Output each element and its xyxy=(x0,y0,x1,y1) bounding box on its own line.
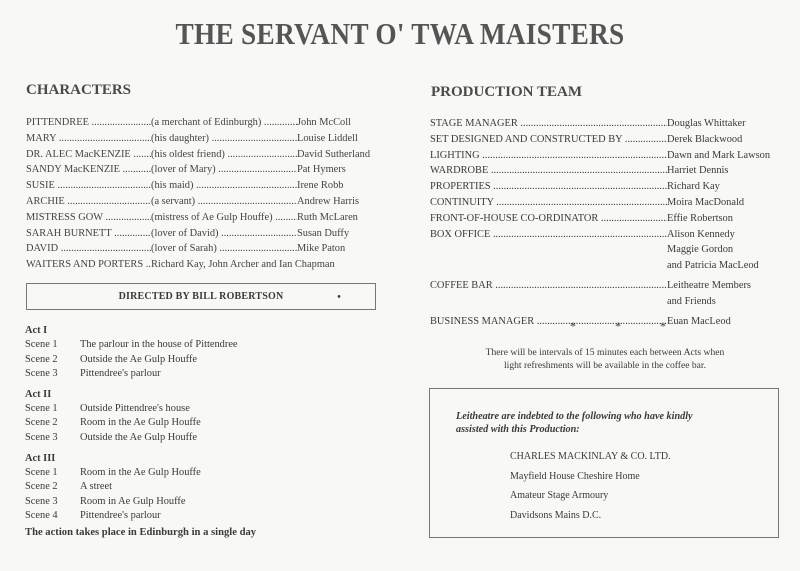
production-role-text: SET DESIGNED AND CONSTRUCTED BY ..... xyxy=(430,134,667,145)
crew-name: and Friends xyxy=(667,295,716,307)
character-description xyxy=(151,241,297,257)
character-name-text: DR. ALEC MacKENZIE ..... xyxy=(26,149,151,160)
character-name-text: SUSIE ..... xyxy=(26,180,151,191)
production-role-text: BOX OFFICE ..... xyxy=(430,229,667,240)
character-row xyxy=(26,115,370,131)
acknowledgements-box xyxy=(429,388,779,538)
scene-setting: Room in the Ae Gulp Houffe xyxy=(80,466,201,478)
scene-setting: A street xyxy=(80,481,113,493)
scene-number: Scene 3 xyxy=(25,368,58,380)
scene-row xyxy=(25,509,238,524)
production-role xyxy=(430,179,667,195)
character-description xyxy=(151,115,297,131)
character-row xyxy=(26,147,370,163)
scene-row xyxy=(25,338,238,353)
production-names xyxy=(667,179,720,195)
production-role-text: STAGE MANAGER ..... xyxy=(430,118,667,129)
actor-name: David Sutherland xyxy=(297,148,371,160)
production-role-text: COFFEE BAR ..... xyxy=(430,280,667,291)
production-names xyxy=(667,116,746,132)
act-label: Act I xyxy=(25,325,48,336)
crew-name: Maggie Gordon xyxy=(667,244,734,256)
character-name-text: MISTRESS GOW ..... xyxy=(26,212,151,223)
scene-row xyxy=(25,480,238,495)
character-name-text: DAVID ..... xyxy=(26,243,151,254)
scene-setting: Room in Ae Gulp Houffe xyxy=(80,495,186,507)
character-row xyxy=(26,162,370,178)
intervals-note xyxy=(430,346,780,372)
crew-name: Euan MacLeod xyxy=(667,315,731,327)
director-box xyxy=(26,283,376,310)
production-role-text: BUSINESS MANAGER ..... xyxy=(430,316,667,327)
acknowledgement-item: Davidsons Mains D.C. xyxy=(510,510,602,522)
scene-number: Scene 2 xyxy=(25,353,58,365)
production-row xyxy=(430,148,770,164)
acknowledgements-list xyxy=(510,447,671,526)
scene-row xyxy=(25,416,238,431)
programme-title: THE SERVANT O' TWA MAISTERS xyxy=(175,16,625,51)
scene-setting: Outside the Ae Gulp Houffe xyxy=(80,353,197,365)
intervals-line: light refreshments will be available in the coffee bar. xyxy=(503,360,707,371)
scene-setting: Pittendree's parlour xyxy=(80,368,161,380)
character-name-text: ARCHIE ..... xyxy=(26,196,151,207)
actor-name: Ruth McLaren xyxy=(297,211,358,223)
acknowledgements-heading xyxy=(456,410,756,436)
acknowledgement-item: Amateur Stage Armoury xyxy=(510,490,609,502)
actor-name: Irene Robb xyxy=(297,180,344,192)
actor-name: John McColl xyxy=(297,117,351,128)
scene-number: Scene 3 xyxy=(25,431,58,443)
production-role-text: PROPERTIES ..... xyxy=(430,181,667,192)
acknowledgement-item: Mayfield House Cheshire Home xyxy=(510,470,640,482)
character-row xyxy=(26,194,370,210)
character-name-text: PITTENDREE ..... xyxy=(26,117,151,128)
section-divider-stars: * * * xyxy=(570,319,684,333)
character-name xyxy=(26,241,151,257)
characters-heading: CHARACTERS xyxy=(26,82,132,98)
scene-number: Scene 3 xyxy=(25,495,58,507)
scene-number: Scene 4 xyxy=(25,510,58,522)
character-name xyxy=(26,162,151,178)
production-role xyxy=(430,163,667,179)
acknowledgements-heading-line: assisted with this Production: xyxy=(456,424,580,435)
character-description-text: (his maid) ..... xyxy=(151,180,297,191)
actor-name: Pat Hymers xyxy=(297,164,346,176)
crew-name: Douglas Whittaker xyxy=(667,118,746,129)
actor-name: Andrew Harris xyxy=(297,195,360,207)
director-credit: DIRECTED BY BILL ROBERTSON xyxy=(118,291,284,302)
scene-listing xyxy=(25,322,238,524)
actor-name: Richard Kay, John Archer and Ian Chapman xyxy=(151,259,335,271)
decorative-dot: • xyxy=(337,292,341,303)
character-name-text: WAITERS AND PORTERS ..... xyxy=(26,259,151,270)
character-name xyxy=(26,226,151,242)
characters-list xyxy=(26,115,370,273)
production-row xyxy=(430,179,770,195)
production-names xyxy=(667,132,742,148)
production-role-text: CONTINUITY ..... xyxy=(430,197,667,208)
scene-row xyxy=(25,402,238,417)
scene-row xyxy=(25,431,238,446)
character-description-text: (lover of David) ..... xyxy=(151,228,297,239)
character-name xyxy=(26,257,151,273)
act-label: Act II xyxy=(25,388,52,400)
production-role xyxy=(430,227,667,243)
character-description xyxy=(151,210,297,226)
character-row xyxy=(26,210,370,226)
character-description xyxy=(151,162,297,178)
crew-name: Richard Kay xyxy=(667,181,720,193)
crew-name: Alison Kennedy xyxy=(667,228,735,240)
act-label: Act III xyxy=(25,452,56,464)
character-description-text: (a merchant of Edinburgh) ..... xyxy=(151,117,297,128)
scene-setting: Pittendree's parlour xyxy=(80,510,161,522)
scene-row xyxy=(25,353,238,368)
character-description-text: (his daughter) ..... xyxy=(151,133,297,144)
actor-name: Louise Liddell xyxy=(297,132,358,144)
production-role xyxy=(430,116,667,132)
scene-row xyxy=(25,466,238,481)
production-row xyxy=(430,278,770,310)
production-role xyxy=(430,211,667,227)
production-role xyxy=(430,278,667,294)
crew-name: Derek Blackwood xyxy=(667,133,743,145)
character-name-text: SANDY MacKENZIE ..... xyxy=(26,164,151,175)
character-name xyxy=(26,178,151,194)
character-description xyxy=(151,147,297,163)
character-name xyxy=(26,147,151,163)
character-description xyxy=(151,194,297,210)
scene-row xyxy=(25,495,238,510)
act-spacer xyxy=(25,382,238,386)
character-description xyxy=(151,226,297,242)
production-role-text: WARDROBE ..... xyxy=(430,165,667,176)
character-description-text: (lover of Mary) ..... xyxy=(151,164,297,175)
scene-number: Scene 1 xyxy=(25,402,58,414)
character-name xyxy=(26,194,151,210)
crew-name: Effie Robertson xyxy=(667,212,733,224)
actor-name: Mike Paton xyxy=(297,243,346,255)
production-names xyxy=(667,148,770,164)
production-team-list xyxy=(430,116,770,329)
production-row xyxy=(430,195,770,211)
actor-name: Susan Duffy xyxy=(297,227,350,239)
production-names xyxy=(667,195,744,211)
production-names xyxy=(667,211,733,227)
crew-name: and Patricia MacLeod xyxy=(667,260,759,272)
character-name-text: MARY ..... xyxy=(26,133,151,144)
scene-setting: Outside the Ae Gulp Houffe xyxy=(80,431,197,443)
crew-name: Moira MacDonald xyxy=(667,196,745,208)
production-role xyxy=(430,148,667,164)
production-names xyxy=(667,227,759,274)
production-row xyxy=(430,227,770,274)
character-name xyxy=(26,115,151,131)
character-row xyxy=(26,257,370,273)
production-role-text: LIGHTING ..... xyxy=(430,150,667,161)
production-row xyxy=(430,163,770,179)
character-name-text: SARAH BURNETT ..... xyxy=(26,228,151,239)
character-description xyxy=(151,178,297,194)
character-name xyxy=(26,210,151,226)
scene-setting: The parlour in the house of Pittendree xyxy=(80,339,238,350)
acknowledgements-heading-line: Leitheatre are indebted to the following who have kindly xyxy=(456,411,693,422)
production-names xyxy=(667,278,751,310)
character-row xyxy=(26,178,370,194)
production-role xyxy=(430,195,667,211)
crew-name: Leitheatre Members xyxy=(667,279,751,291)
production-role xyxy=(430,132,667,148)
character-description xyxy=(151,131,297,147)
intervals-line: There will be intervals of 15 minutes each between Acts when xyxy=(485,347,725,358)
character-row xyxy=(26,241,370,257)
scene-number: Scene 2 xyxy=(25,481,58,493)
crew-name: Dawn and Mark Lawson xyxy=(667,149,771,161)
character-name xyxy=(26,131,151,147)
scene-setting: Outside Pittendree's house xyxy=(80,402,190,414)
scene-row xyxy=(25,367,238,382)
character-row xyxy=(26,131,370,147)
production-heading: PRODUCTION TEAM xyxy=(431,84,582,100)
crew-name: Harriet Dennis xyxy=(667,165,729,177)
scene-number: Scene 1 xyxy=(25,466,58,478)
character-row xyxy=(26,226,370,242)
character-description-text: (his oldest friend) ..... xyxy=(151,149,297,160)
scene-number: Scene 2 xyxy=(25,417,58,429)
acknowledgement-item: CHARLES MACKINLAY & CO. LTD. xyxy=(510,451,671,462)
scene-setting: Room in the Ae Gulp Houffe xyxy=(80,417,201,429)
character-description-text: (a servant) ..... xyxy=(151,196,297,207)
production-names xyxy=(667,163,728,179)
production-row xyxy=(430,132,770,148)
act-spacer xyxy=(25,446,238,450)
character-description-text: (mistress of Ae Gulp Houffe) ..... xyxy=(151,212,297,223)
scene-number: Scene 1 xyxy=(25,339,58,350)
character-description-text: (lover of Sarah) ..... xyxy=(151,243,297,254)
setting-note: The action takes place in Edinburgh in a single day xyxy=(25,527,257,538)
production-row xyxy=(430,116,770,132)
production-role-text: FRONT-OF-HOUSE CO-ORDINATOR ..... xyxy=(430,213,667,224)
production-row xyxy=(430,211,770,227)
